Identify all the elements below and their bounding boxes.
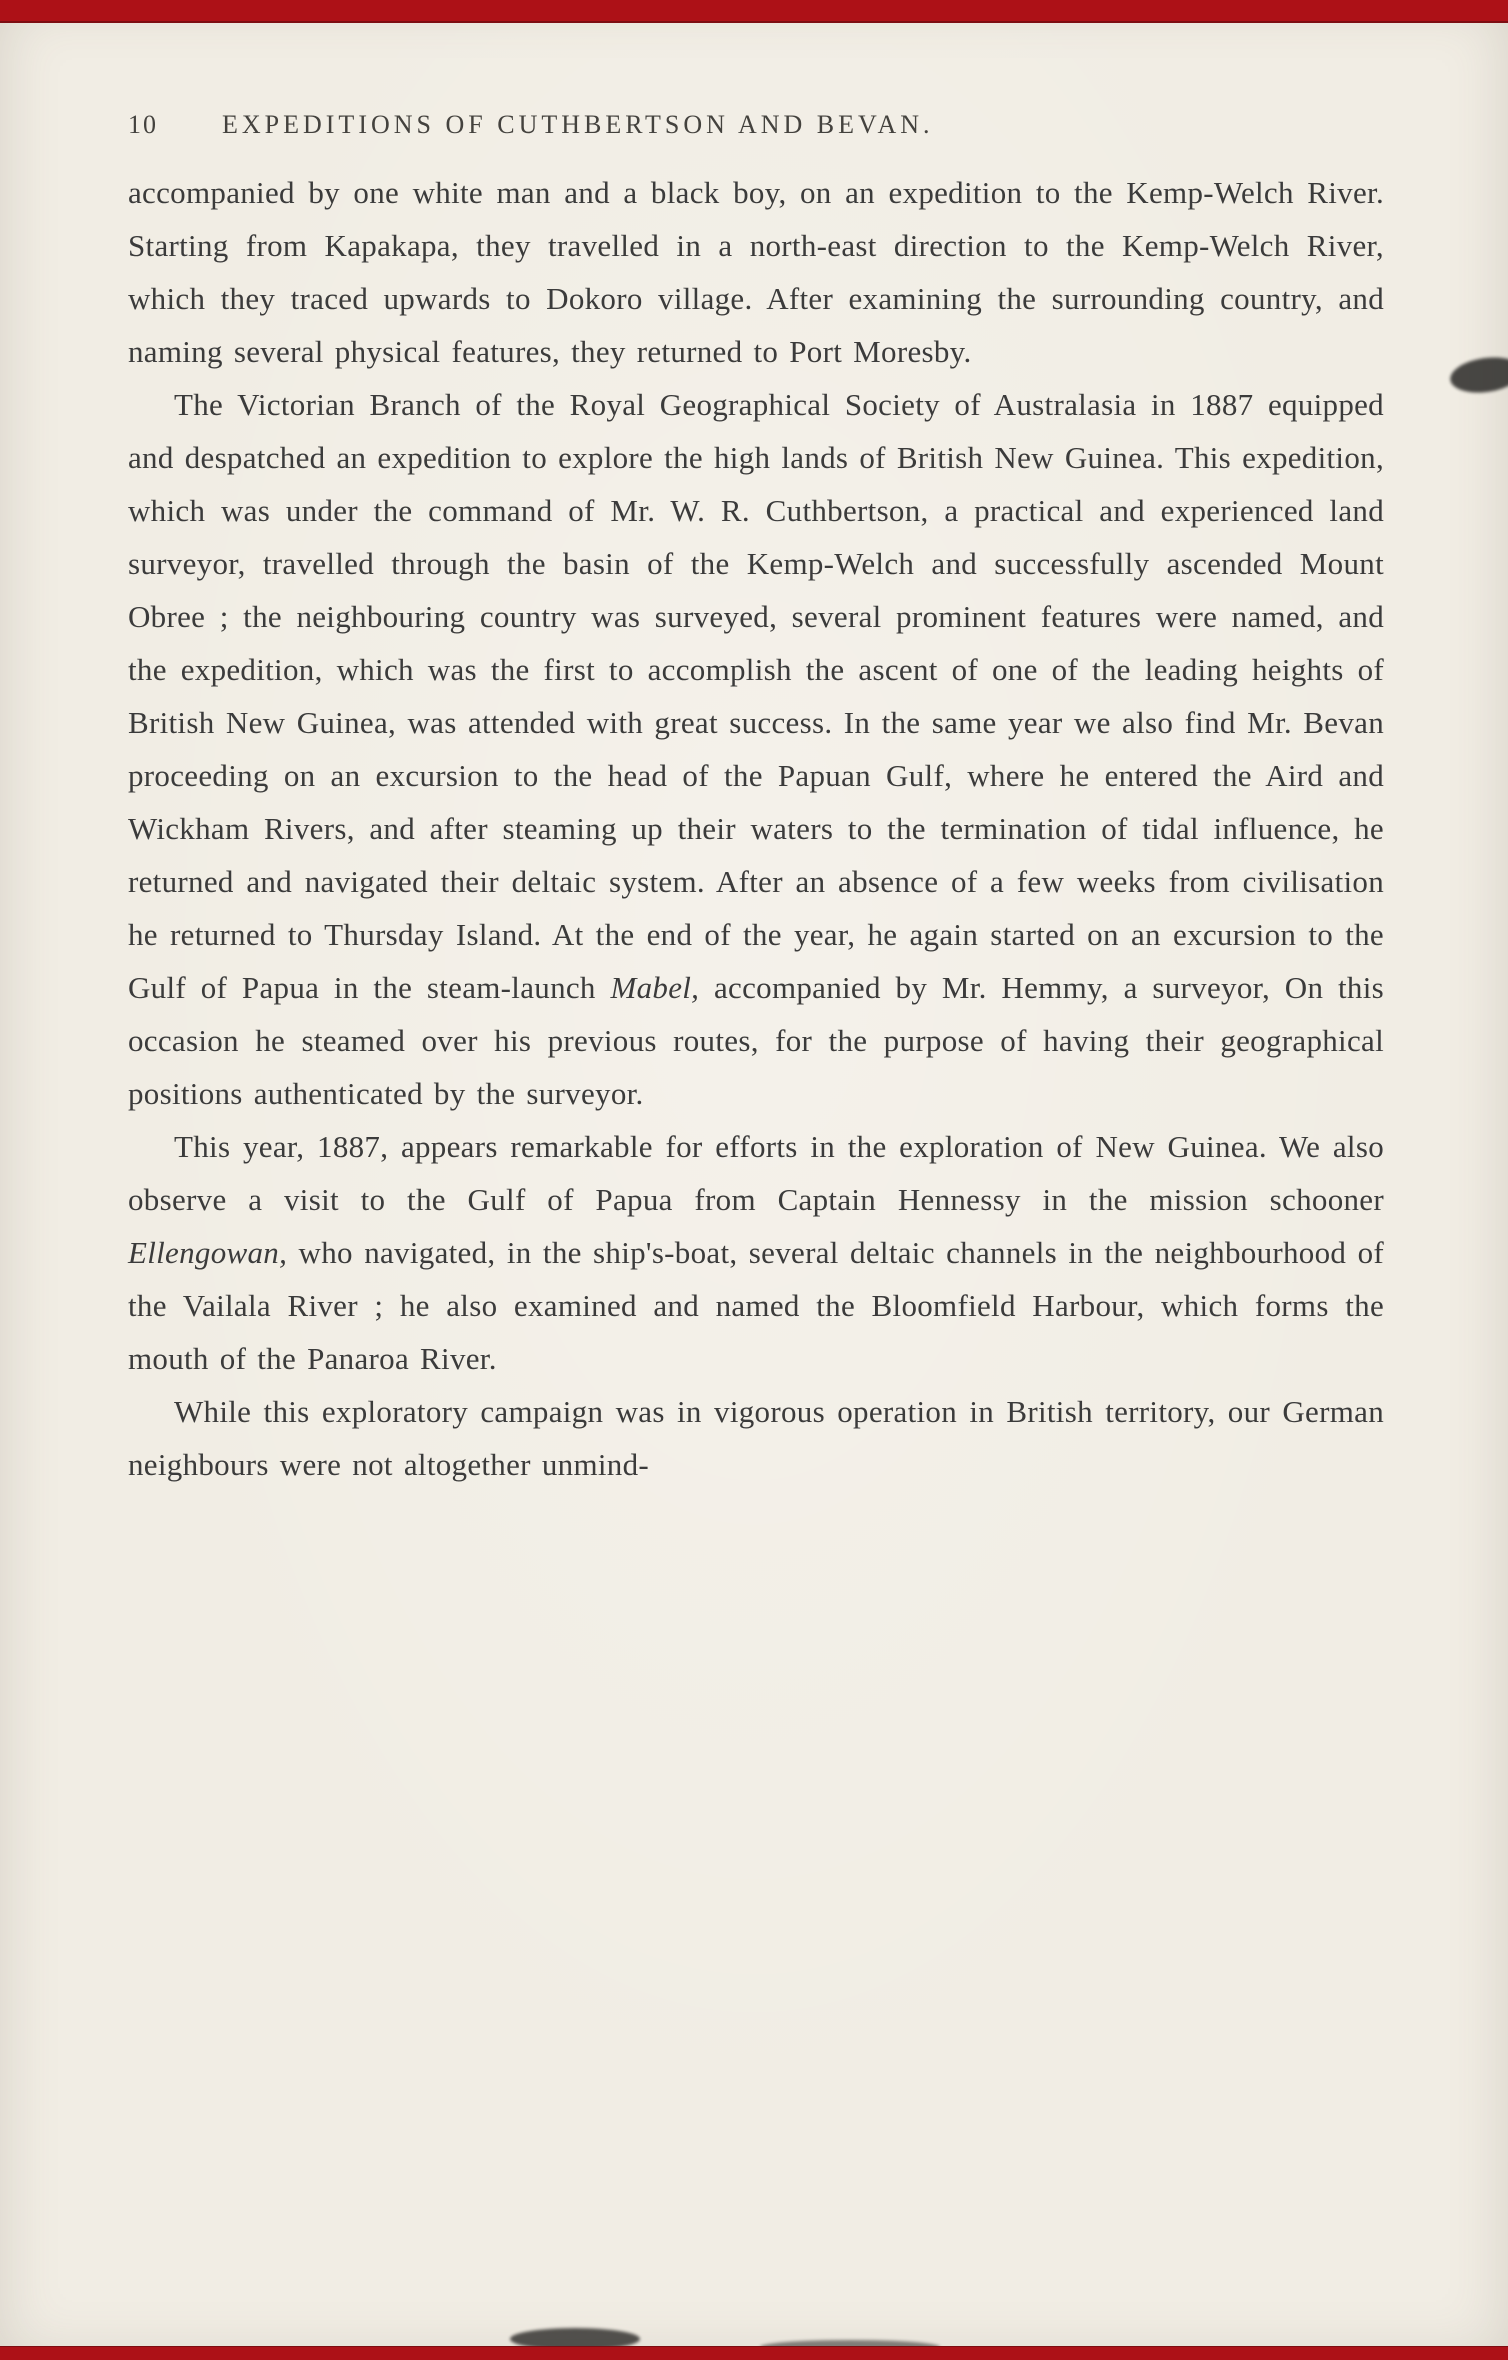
text-run: This year, 1887, appears remarkable for efforts in the exploration of New Guinea. We also observe a visit to the Gulf of Papua from Captain Hennessy in the mission schooner	[128, 1129, 1384, 1217]
running-head-title: EXPEDITIONS OF CUTHBERTSON AND BEVAN.	[222, 110, 934, 139]
text-run: While this exploratory campaign was in vigorous operation in British territory, our German neighbours were not altogether unmind-	[128, 1394, 1384, 1482]
scan-artifact-bottom-bar	[0, 2346, 1508, 2360]
paragraph	[128, 1120, 1384, 1385]
page-content	[128, 0, 1384, 1491]
text-run: who navigated, in the ship's-boat, several deltaic channels in the neighbourhood of the Vailala River ; he also examined and named the Bloomfield Harbour, which forms the mouth of the Panaroa River.	[128, 1235, 1384, 1376]
paragraph	[128, 1385, 1384, 1491]
running-header	[128, 110, 1384, 140]
text-run: The Victorian Branch of the Royal Geographical Society of Australasia in 1887 equipped and despatched an expedition to explore the high lands of British New Guinea. This expedition, which was under the command of Mr. W. R. Cuthbertson, a practical and experienced land surveyor, travelled through the basin of the Kemp-Welch and successfully ascended Mount Obree ; the neighbouring country was surveyed, several prominent features were named, and the expedition, which was the first to accomplish the ascent of one of the leading heights of British New Guinea, was attended with great success. In the same year we also find Mr. Bevan proceeding on an excursion to the head of the Papuan Gulf, where he entered the Aird and Wickham Rivers, and after steaming up their waters to the termination of tidal influence, he returned and navigated their deltaic system. After an absence of a few weeks from civilisation he returned to Thursday Island. At the end of the year, he again started on an excursion to the Gulf of Papua in the steam-launch	[128, 387, 1384, 1005]
italic-text-run: Mabel,	[610, 970, 700, 1005]
text-run: accompanied by Mr. Hemmy, a surveyor, On this occasion he steamed over his previous routes, for the purpose of having their geographical positions authenticated by the surveyor.	[128, 970, 1384, 1111]
page-number: 10	[128, 110, 158, 139]
body-text	[128, 166, 1384, 1491]
paragraph	[128, 378, 1384, 1120]
paragraph	[128, 166, 1384, 378]
italic-text-run: Ellengowan,	[128, 1235, 288, 1270]
scan-artifact-smudge-right	[1448, 353, 1508, 397]
text-run: accompanied by one white man and a black boy, on an expedition to the Kemp-Welch River. Starting from Kapakapa, they travelled in a north-east direction to the Kemp-Welch River, which they traced upwards to Dokoro village. After examining the surrounding country, and naming several physical features, they returned to Port Moresby.	[128, 175, 1384, 369]
